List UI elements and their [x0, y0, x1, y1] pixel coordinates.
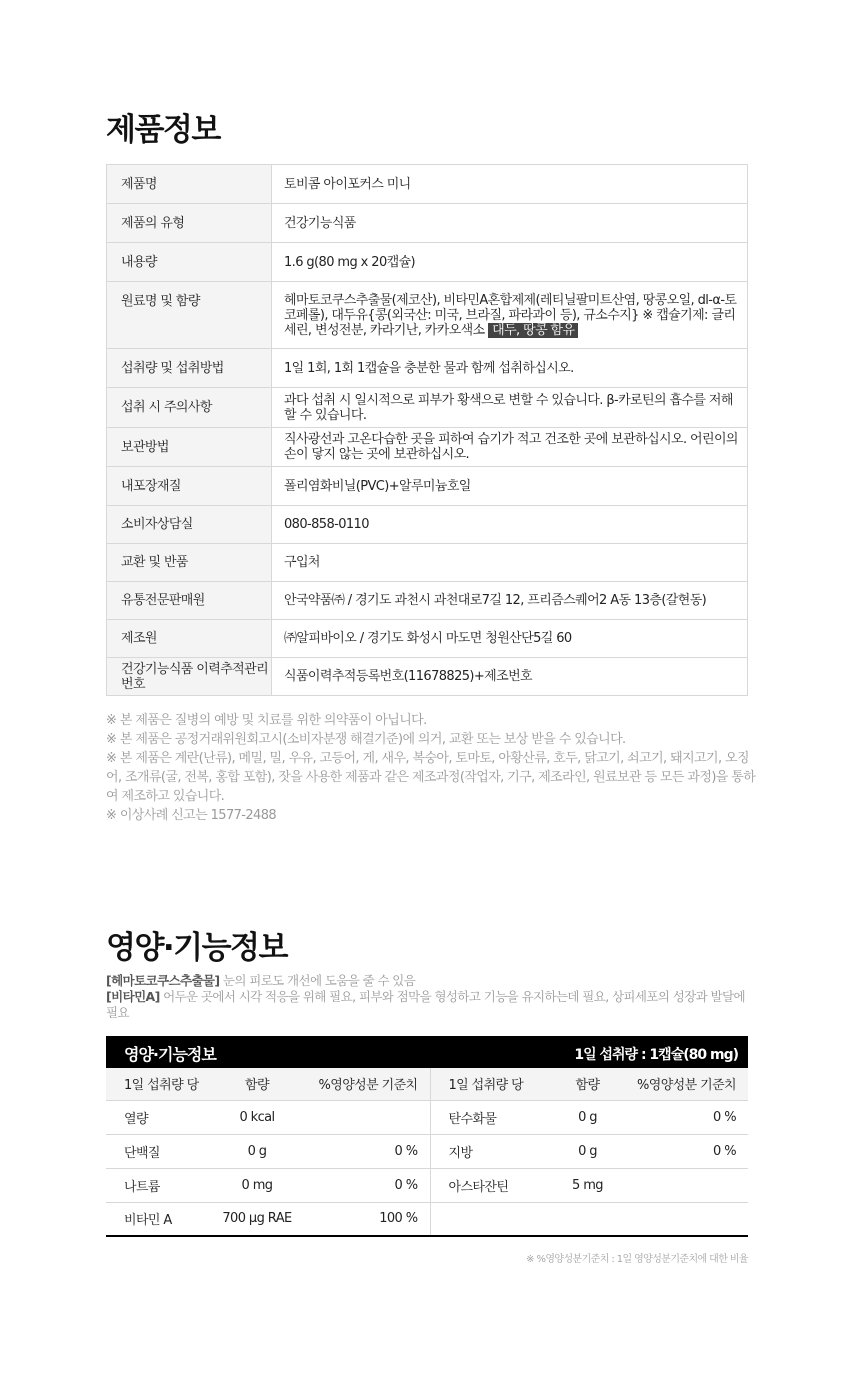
note-item: ※ 본 제품은 질병의 예방 및 치료를 위한 의약품이 아닙니다. [106, 713, 427, 728]
nutrient-name: 지방 [430, 1134, 543, 1168]
info-row [107, 243, 748, 282]
info-value: 토비콤 아이포커스 미니 [272, 165, 748, 204]
function-claim-text: 눈의 피로도 개선에 도움을 줄 수 있음 [219, 973, 416, 988]
nutrition-table [106, 1068, 748, 1237]
info-value: ㈜알피바이오 / 경기도 화성시 마도면 청원산단5길 60 [272, 620, 748, 658]
info-value: 1일 1회, 1회 1캡슐을 충분한 물과 함께 섭취하십시오. [272, 349, 748, 388]
info-label: 교환 및 반품 [107, 544, 272, 582]
nutrient-row [106, 1134, 748, 1168]
allergen-highlight: 대두, 땅콩 함유 [488, 323, 578, 338]
info-value: 1.6 g(80 mg x 20캡슐) [272, 243, 748, 282]
product-info-title: 제품정보 [106, 112, 220, 148]
nutrient-name: 아스타잔틴 [430, 1168, 543, 1202]
function-claim-label: [헤마토코쿠스추출물] [106, 973, 220, 988]
nutrient-amount: 5 mg [543, 1168, 632, 1202]
nutrition-header-bar [106, 1036, 748, 1068]
nutrient-amount [543, 1202, 632, 1236]
product-info-table [106, 164, 748, 696]
nutrient-percent [632, 1168, 748, 1202]
nutrient-name: 비타민 A [106, 1202, 204, 1236]
nutrient-name: 단백질 [106, 1134, 204, 1168]
ingredients-text: 헤마토코쿠스추출물(제코산), 비타민A혼합제제(레티닐팔미트산염, 땅콩오일, dl-α-토코페롤), 대두유{콩(외국산: 미국, 브라질, 파라과이 등), 규소수지} ※ 캡슐기제: 글리세린, 변성전분, 카라기난, 카카오색소 [284, 292, 737, 338]
nutrient-name: 열량 [106, 1100, 204, 1134]
nutrient-percent: 100 % [310, 1202, 430, 1236]
info-label: 제조원 [107, 620, 272, 658]
nutrient-percent [632, 1202, 748, 1236]
info-label: 제품명 [107, 165, 272, 204]
col-header-amount: 함량 [204, 1068, 310, 1100]
info-value: 식품이력추적등록번호(11678825)+제조번호 [272, 658, 748, 696]
info-label: 유통전문판매원 [107, 582, 272, 620]
nutrition-title: 영양·기능정보 [106, 930, 287, 966]
note-item: ※ 본 제품은 계란(난류), 메밀, 밀, 우유, 고등어, 게, 새우, 복숭아, 토마토, 아황산류, 호두, 닭고기, 쇠고기, 돼지고기, 오징어, 조개류(굴, 전복, 홍합 포함), 잣을 사용한 제품과 같은 제조과정(작업자, 기구, 제조라인, 원료보관 등 모든 과정)을 통하여 제조하고 있습니다. [106, 751, 756, 804]
info-row [107, 467, 748, 506]
nutrient-row [106, 1100, 748, 1134]
function-claims [106, 973, 756, 1021]
serving-size: 1일 섭취량 : 1캡슐(80 mg) [574, 1047, 738, 1063]
function-claim [106, 973, 756, 989]
nutrient-amount: 0 g [543, 1100, 632, 1134]
nutrient-row [106, 1168, 748, 1202]
info-label: 내용량 [107, 243, 272, 282]
function-claim [106, 989, 756, 1021]
nutrition-footnote: ※ %영양성분기준치 : 1일 영양성분기준치에 대한 비율 [526, 1254, 748, 1265]
info-row [107, 544, 748, 582]
info-row [107, 582, 748, 620]
info-row [107, 620, 748, 658]
info-row [107, 165, 748, 204]
nutrient-percent: 0 % [310, 1168, 430, 1202]
info-label: 제품의 유형 [107, 204, 272, 243]
info-label: 보관방법 [107, 428, 272, 467]
nutrient-amount: 0 kcal [204, 1100, 310, 1134]
info-label: 건강기능식품 이력추적관리번호 [107, 658, 272, 696]
col-header-amount: 함량 [543, 1068, 632, 1100]
info-row [107, 658, 748, 696]
nutrient-amount: 0 g [204, 1134, 310, 1168]
nutrition-bar-title: 영양·기능정보 [124, 1045, 216, 1064]
nutrient-name: 탄수화물 [430, 1100, 543, 1134]
info-value: 과다 섭취 시 일시적으로 피부가 황색으로 변할 수 있습니다. β-카로틴의 흡수를 저해할 수 있습니다. [272, 388, 748, 428]
info-value: 건강기능식품 [272, 204, 748, 243]
nutrient-row [106, 1202, 748, 1236]
info-row [107, 388, 748, 428]
info-value: 직사광선과 고온다습한 곳을 피하여 습기가 적고 건조한 곳에 보관하십시오. 어린이의 손이 닿지 않는 곳에 보관하십시오. [272, 428, 748, 467]
function-claim-label: [비타민A] [106, 989, 160, 1004]
info-row [107, 204, 748, 243]
nutrient-name: 나트륨 [106, 1168, 204, 1202]
info-row [107, 428, 748, 467]
note-item: ※ 본 제품은 공정거래위원회고시(소비자분쟁 해결기준)에 의거, 교환 또는 보상 받을 수 있습니다. [106, 732, 626, 747]
nutrient-percent: 0 % [632, 1134, 748, 1168]
info-value: 080-858-0110 [272, 506, 748, 544]
info-row [107, 506, 748, 544]
info-row [107, 282, 748, 349]
col-header-per-day: 1일 섭취량 당 [106, 1068, 204, 1100]
nutrient-amount: 0 g [543, 1134, 632, 1168]
info-value: 구입처 [272, 544, 748, 582]
info-row [107, 349, 748, 388]
nutrient-percent: 0 % [310, 1134, 430, 1168]
note-item: ※ 이상사례 신고는 1577-2488 [106, 808, 277, 823]
info-label: 소비자상담실 [107, 506, 272, 544]
function-claim-text: 어두운 곳에서 시각 적응을 위해 필요, 피부와 점막을 형성하고 기능을 유지하는데 필요, 상피세포의 성장과 발달에 필요 [106, 989, 745, 1020]
product-notes [106, 711, 756, 825]
info-value: 안국약품㈜ / 경기도 과천시 과천대로7길 12, 프리즘스퀘어2 A동 13층(갈현동) [272, 582, 748, 620]
col-header-per-day: 1일 섭취량 당 [430, 1068, 543, 1100]
info-value-ingredients [272, 282, 748, 349]
col-header-percent: %영양성분 기준치 [310, 1068, 430, 1100]
nutrient-percent [310, 1100, 430, 1134]
nutrient-amount: 700 μg RAE [204, 1202, 310, 1236]
nutrient-amount: 0 mg [204, 1168, 310, 1202]
info-label: 원료명 및 함량 [107, 282, 272, 349]
nutrition-header-row [106, 1068, 748, 1100]
info-label: 섭취량 및 섭취방법 [107, 349, 272, 388]
col-header-percent: %영양성분 기준치 [632, 1068, 748, 1100]
info-label: 섭취 시 주의사항 [107, 388, 272, 428]
info-value: 폴리염화비닐(PVC)+알루미늄호일 [272, 467, 748, 506]
info-label: 내포장재질 [107, 467, 272, 506]
nutrient-percent: 0 % [632, 1100, 748, 1134]
nutrient-name [430, 1202, 543, 1236]
